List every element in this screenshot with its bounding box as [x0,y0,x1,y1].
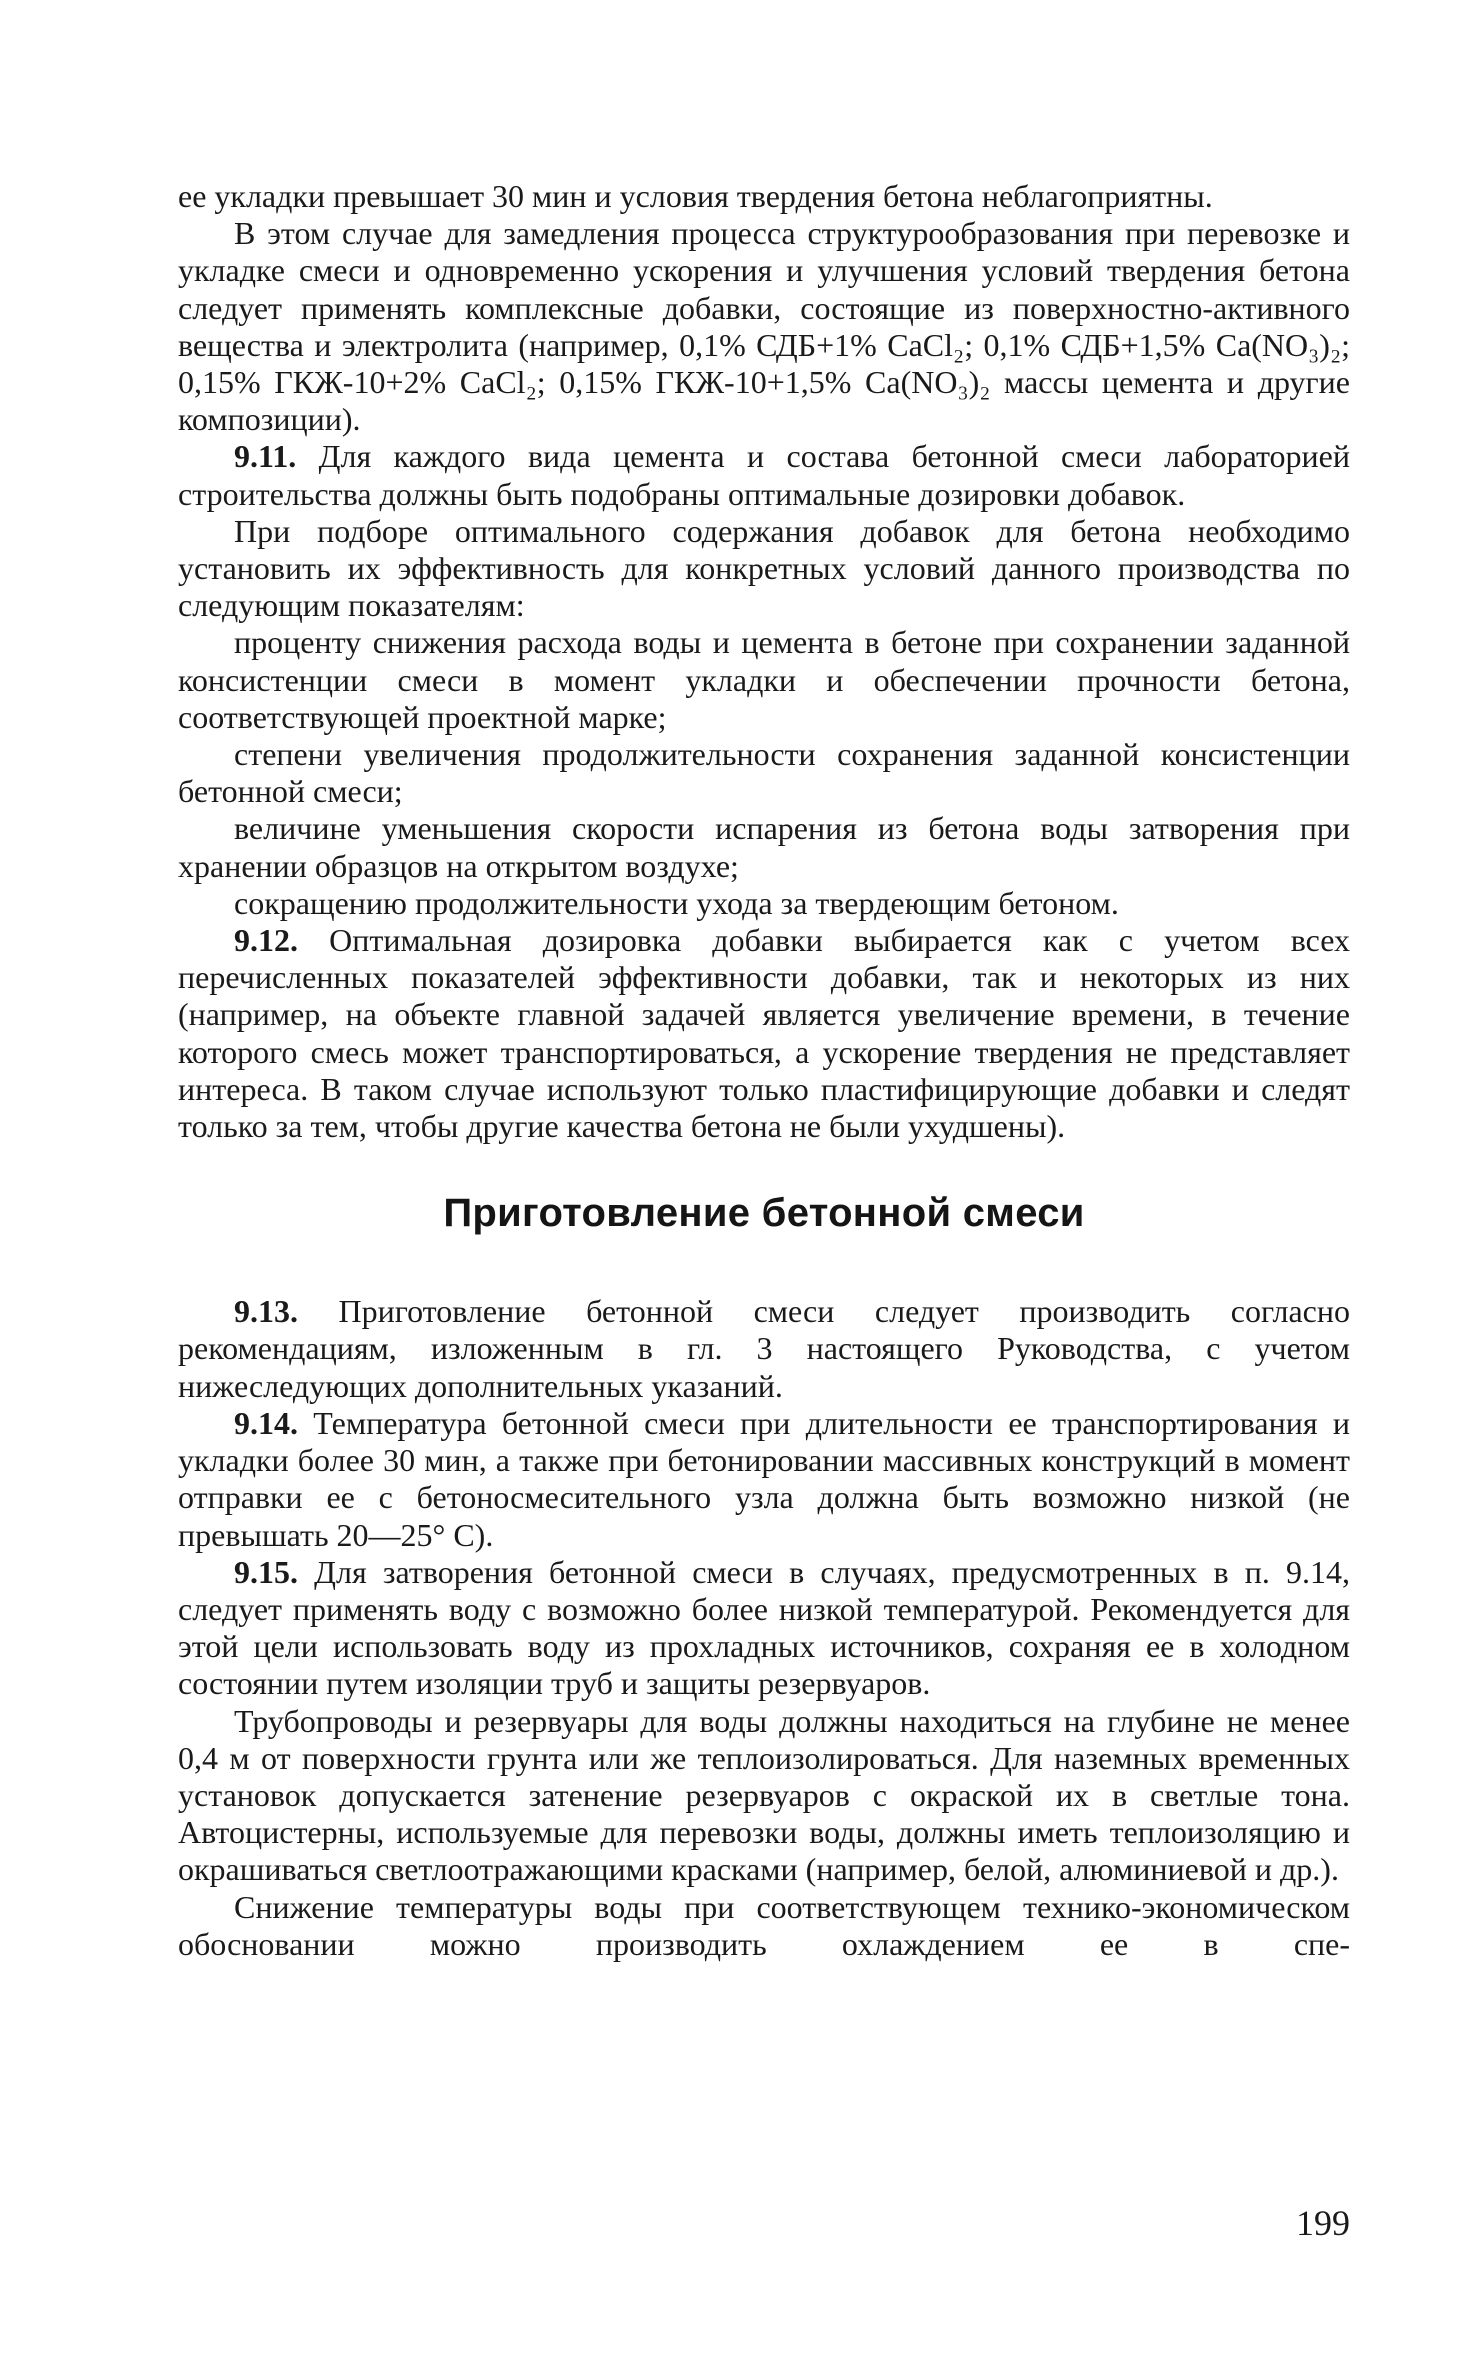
paragraph-text: ее укладки превышает 30 мин и условия твердения бетона неблагоприятны. [178,178,1213,214]
paragraph [178,624,1350,736]
paragraph [178,1293,1350,1405]
paragraph [178,885,1350,922]
paragraph-text: величине уменьшения скорости испарения из бетона воды затворения при хранении образцов на открытом воздухе; [178,810,1350,884]
paragraph-text: Трубопроводы и резервуары для воды должны находиться на глубине не менее 0,4 м от поверхности грунта или же теплоизолироваться. Для наземных временных установок допускается затенение резервуаров с окраской их в светлые тона. Автоцистерны, используемые для перевозки воды, должны иметь теплоизоляцию и окрашиваться светлоотражающими красками (например, белой, алюминиевой и др.). [178,1702,1350,1888]
paragraph [178,1554,1350,1703]
paragraph [178,736,1350,810]
paragraph-text: Приготовление бетонной смеси следует производить согласно рекомендациям, изложенным в гл. 3 настоящего Руководства, с учетом нижеследующих дополнительных указаний. [178,1293,1351,1404]
paragraph-text: Температура бетонной смеси при длительности ее транспортирования и укладки более 30 мин, а также при бетонировании массивных конструкций в момент отправки ее с бетоносмесительного узла должна быть возможно низкой (не превышать 20—25° C). [178,1404,1350,1553]
paragraph-text: Для каждого вида цемента и состава бетонной смеси лабораторией строительства должны быть подобраны оптимальные дозировки добавок. [178,438,1351,512]
paragraph-number: 9.14. [234,1404,298,1441]
paragraph-number: 9.13. [234,1293,298,1330]
section-heading: Приготовление бетонной смеси [443,1191,1085,1236]
paragraph [178,922,1350,1145]
paragraph [178,438,1350,512]
paragraph [178,215,1350,438]
page-number: 199 [1296,2203,1350,2243]
paragraph-number: 9.11. [234,438,297,475]
paragraph-text: степени увеличения продолжительности сохранения заданной консистенции бетонной смеси; [178,736,1350,810]
paragraph-text: Для затворения бетонной смеси в случаях, предусмотренных в п. 9.14, следует применять воду с возможно более низкой температурой. Рекомендуется для этой цели использовать воду из прохладных источников, сохраняя ее в холодном состоянии путем изоляции труб и защиты резервуаров. [178,1553,1350,1702]
paragraph [178,178,1350,215]
paragraphs-bottom [178,1293,1350,1963]
paragraph-text: При подборе оптимального содержания добавок для бетона необходимо установить их эффективность для конкретных условий данного производства по следующим показателям: [178,512,1350,624]
paragraph [178,810,1350,884]
paragraph-text: сокращению продолжительности ухода за твердеющим бетоном. [234,884,1119,921]
paragraph-text: проценту снижения расхода воды и цемента в бетоне при сохранении заданной консистенции смеси в момент укладки и обеспечении прочности бетона, соответствующей проектной марке; [178,624,1350,735]
paragraph-number: 9.12. [234,922,298,959]
paragraph-text: Оптимальная дозировка добавки выбирается как с учетом всех перечисленных показателей эффективности добавки, так и некоторых из них (например, на объекте главной задачей является увеличение времени, в течение которого смесь может транспортироваться, а ускорение твердения не представляет интереса. В таком случае используют только пластифицирующие добавки и следят только за тем, чтобы другие качества бетона не были ухудшены). [178,922,1351,1145]
paragraph [178,1889,1350,1963]
paragraph-text: Снижение температуры воды при соответствующем технико-экономическом обосновании можно производить охлаждением ее в спе- [178,1888,1350,1962]
paragraph [178,1405,1350,1554]
paragraph [178,513,1350,625]
paragraph-text: В этом случае для замедления процесса структурообразования при перевозке и укладке смеси и одновременно ускорения и улучшения условий твердения бетона следует применять комплексные добавки, состоящие из поверхностно-активного вещества и электролита (например, 0,1% СДБ+1% CaCl₂; 0,1% СДБ+1,5% Ca(NO₃)₂; 0,15% ГКЖ-10+2% CaCl₂; 0,15% ГКЖ-10+1,5% Ca(NO₃)₂ массы цемента и другие композиции). [178,215,1350,438]
page-body [178,178,1350,1963]
paragraph-number: 9.15. [234,1553,298,1590]
paragraph [178,1703,1350,1889]
paragraphs-top [178,178,1350,1145]
